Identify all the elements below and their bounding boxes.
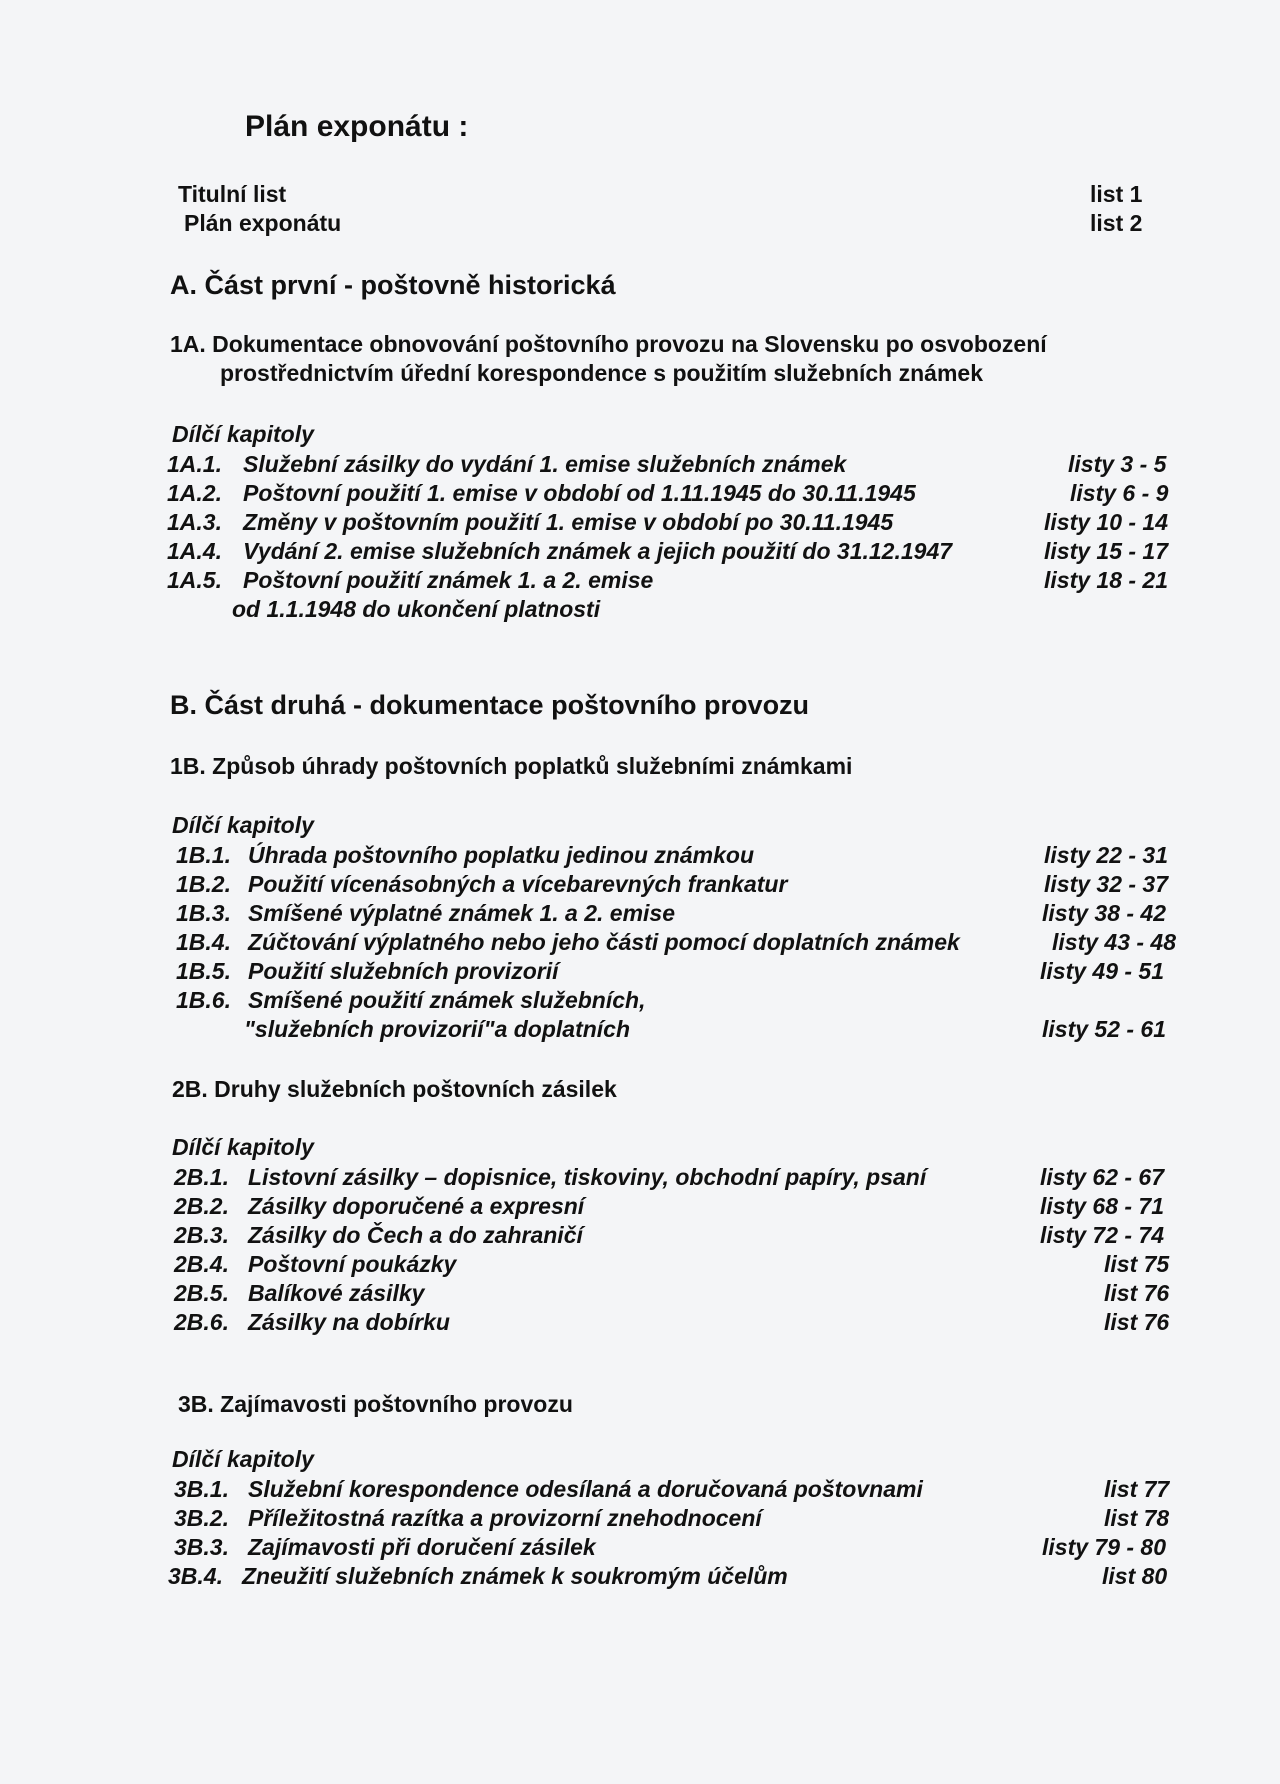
toc-num: 3B.2. (174, 1505, 229, 1531)
toc-ref: listy 38 - 42 (1042, 900, 1167, 926)
toc-text: Zásilky doporučené a expresní (248, 1193, 585, 1219)
intro-label: Titulní list (178, 181, 287, 207)
sub-heading: Dílčí kapitoly (172, 421, 314, 447)
toc-ref: list 80 (1102, 1563, 1168, 1589)
section-heading-b: B. Část druhá - dokumentace poštovního provozu (170, 690, 810, 720)
chapter-2b-heading: 2B. Druhy služebních poštovních zásilek (172, 1076, 617, 1102)
toc-num: 2B.6. (174, 1309, 229, 1335)
toc-ref: listy 72 - 74 (1040, 1222, 1165, 1248)
toc-ref: listy 6 - 9 (1070, 480, 1169, 506)
toc-text: Poštovní použití známek 1. a 2. emise (243, 567, 654, 593)
chapter-1a (170, 331, 1047, 389)
toc-row-continuation (0, 1016, 1280, 1046)
toc-row-continuation (0, 596, 1280, 626)
toc-num: 2B.2. (174, 1193, 229, 1219)
toc-row (0, 567, 1280, 597)
toc-ref: list 78 (1104, 1505, 1170, 1531)
toc-num: 2B.5. (174, 1280, 229, 1306)
toc-text: Listovní zásilky – dopisnice, tiskoviny, obchodní papíry, psaní (248, 1164, 927, 1190)
toc-num: 1A.2. (167, 480, 222, 506)
toc-text: Zúčtování výplatného nebo jeho části pomocí doplatních známek (248, 929, 960, 955)
toc-row (0, 480, 1280, 510)
toc-ref: list 77 (1104, 1476, 1170, 1502)
chapter-3b (178, 1391, 573, 1420)
toc-text: Balíkové zásilky (248, 1280, 425, 1306)
chapter-3b-heading: 3B. Zajímavosti poštovního provozu (178, 1391, 573, 1417)
toc-row (0, 451, 1280, 481)
intro-ref: list 1 (1090, 181, 1143, 207)
toc-row (0, 1164, 1280, 1194)
toc-row (0, 1222, 1280, 1252)
toc-row (0, 871, 1280, 901)
chapter-1a-line1: 1A. Dokumentace obnovování poštovního provozu na Slovensku po osvobození (170, 331, 1047, 357)
intro-ref: list 2 (1090, 210, 1143, 236)
toc-ref: list 76 (1104, 1309, 1170, 1335)
intro-row (0, 181, 1280, 211)
toc-num: 1B.5. (176, 958, 231, 984)
toc-num: 1B.6. (176, 987, 231, 1013)
toc-text: Úhrada poštovního poplatku jedinou známkou (248, 842, 755, 868)
toc-row (0, 900, 1280, 930)
toc-text: "služebních provizorií"a doplatních (244, 1016, 631, 1042)
chapter-2b (172, 1076, 617, 1105)
toc-row (0, 1476, 1280, 1506)
toc-ref: listy 22 - 31 (1044, 842, 1169, 868)
toc-num: 2B.1. (174, 1164, 229, 1190)
toc-num: 1A.4. (167, 538, 222, 564)
toc-num: 1B.3. (176, 900, 231, 926)
intro-row (0, 210, 1280, 240)
intro-label: Plán exponátu (184, 210, 342, 236)
toc-num: 1B.4. (176, 929, 231, 955)
toc-ref: listy 49 - 51 (1040, 958, 1165, 984)
toc-num: 1A.5. (167, 567, 222, 593)
toc-row (0, 1193, 1280, 1223)
toc-text: Použití vícenásobných a vícebarevných frankatur (248, 871, 788, 897)
toc-text: Poštovní poukázky (248, 1251, 457, 1277)
toc-row (0, 929, 1280, 959)
toc-ref: listy 15 - 17 (1044, 538, 1169, 564)
toc-ref: listy 18 - 21 (1044, 567, 1169, 593)
toc-num: 3B.1. (174, 1476, 229, 1502)
toc-text: Smíšené výplatné známek 1. a 2. emise (248, 900, 676, 926)
toc-text: Změny v poštovním použití 1. emise v období po 30.11.1945 (243, 509, 894, 535)
toc-row (0, 842, 1280, 872)
toc-num: 3B.3. (174, 1534, 229, 1560)
toc-num: 1A.1. (167, 451, 222, 477)
toc-ref: listy 52 - 61 (1042, 1016, 1167, 1042)
toc-row (0, 509, 1280, 539)
toc-num: 3B.4. (168, 1563, 223, 1589)
toc-row (0, 958, 1280, 988)
page-title: Plán exponátu : (245, 110, 469, 143)
toc-text: Zásilky na dobírku (248, 1309, 450, 1335)
toc-row (0, 1563, 1280, 1593)
toc-row (0, 1251, 1280, 1281)
toc-row (0, 538, 1280, 568)
toc-text: Příležitostná razítka a provizorní znehodnocení (248, 1505, 762, 1531)
toc-text: Zajímavosti při doručení zásilek (248, 1534, 596, 1560)
toc-num: 1B.1. (176, 842, 231, 868)
toc-text: Zásilky do Čech a do zahraničí (248, 1222, 583, 1248)
toc-row (0, 1534, 1280, 1564)
toc-text: Služební zásilky do vydání 1. emise služebních známek (243, 451, 847, 477)
toc-ref: listy 68 - 71 (1040, 1193, 1165, 1219)
chapter-1b-heading: 1B. Způsob úhrady poštovních poplatků služebními známkami (170, 753, 853, 779)
toc-text: od 1.1.1948 do ukončení platnosti (232, 596, 601, 622)
toc-text: Použití služebních provizorií (248, 958, 559, 984)
toc-ref: listy 32 - 37 (1044, 871, 1169, 897)
section-heading-a: A. Část první - poštovně historická (170, 270, 616, 300)
toc-text: Zneužití služebních známek k soukromým účelům (242, 1563, 788, 1589)
toc-text: Poštovní použití 1. emise v období od 1.11.1945 do 30.11.1945 (243, 480, 916, 506)
toc-ref: listy 3 - 5 (1068, 451, 1167, 477)
toc-ref: listy 10 - 14 (1044, 509, 1169, 535)
toc-row (0, 1309, 1280, 1339)
toc-text: Smíšené použití známek služebních, (248, 987, 646, 1013)
toc-row (0, 1280, 1280, 1310)
sub-heading: Dílčí kapitoly (172, 1446, 314, 1472)
toc-ref: list 75 (1104, 1251, 1170, 1277)
toc-ref: list 76 (1104, 1280, 1170, 1306)
toc-row (0, 1505, 1280, 1535)
chapter-1b (170, 753, 852, 782)
sub-heading: Dílčí kapitoly (172, 1134, 314, 1160)
toc-num: 2B.4. (174, 1251, 229, 1277)
toc-text: Služební korespondence odesílaná a doručovaná poštovnami (248, 1476, 923, 1502)
toc-ref: listy 62 - 67 (1040, 1164, 1165, 1190)
toc-num: 2B.3. (174, 1222, 229, 1248)
toc-num: 1A.3. (167, 509, 222, 535)
toc-text: Vydání 2. emise služebních známek a jejich použití do 31.12.1947 (243, 538, 953, 564)
chapter-1a-line2: prostřednictvím úřední korespondence s použitím služebních známek (220, 360, 983, 386)
toc-ref: listy 43 - 48 (1052, 929, 1177, 955)
toc-row (0, 987, 1280, 1017)
toc-ref: listy 79 - 80 (1042, 1534, 1167, 1560)
toc-num: 1B.2. (176, 871, 231, 897)
sub-heading: Dílčí kapitoly (172, 812, 314, 838)
